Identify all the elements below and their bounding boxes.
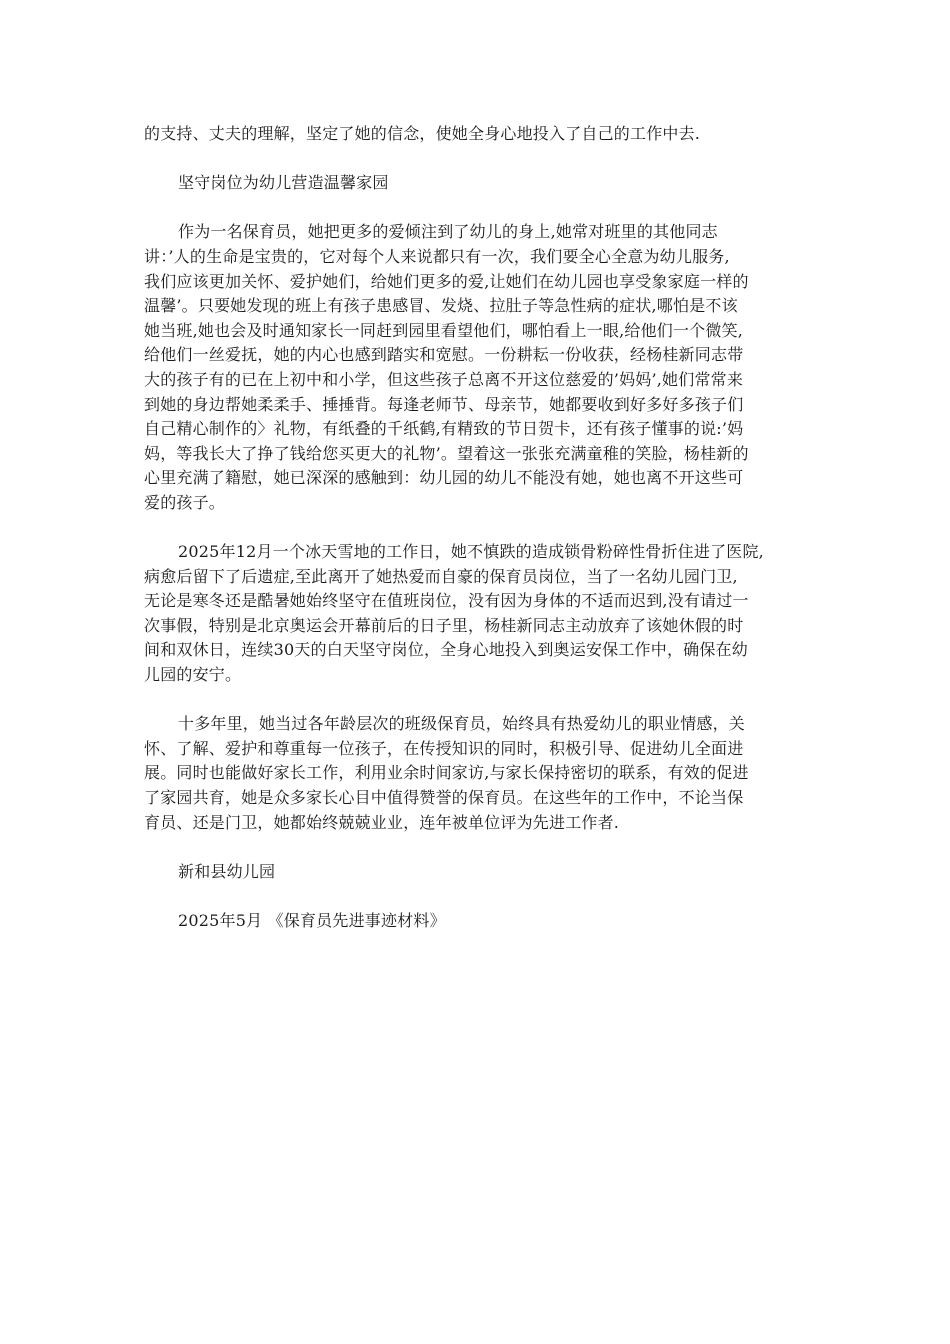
paragraph-support: 的支持、丈夫的理解，坚定了她的信念，使她全身心地投入了自己的工作中去. [144, 124, 701, 143]
paragraph-gap [144, 516, 816, 541]
paragraph-gap [144, 688, 816, 713]
paragraph-gap [144, 835, 816, 860]
organization-name: 新和县幼儿园 [178, 861, 276, 881]
paragraph-caregiver-love: 作为一名保育员，她把更多的爱倾注到了幼儿的身上,她常对班里的其他同志 讲：’人的生命是宝贵的，它对每个人来说都只有一次，我们要全心全意为幼儿服务, 我们应该更加关怀、爱护她们，给她们更多的爱,让她们在幼儿园也享受象家庭一样的 温馨’。只要她发现的班上有孩子患感冒、发烧、拉肚子等急性病的症状,哪怕是不该 她当班,她也会及时通知家长一同赶到园里看望他们，哪怕看上一眼,给他们一个微笑, 给他们一丝爱抚，她的内心也感到踏实和宽慰。一份耕耘一份收获，经杨桂新同志带 大的孩子有的已在上初中和小学，但这些孩子总离不开这位慈爱的’妈妈’,她们常常来 到她的身边帮她柔柔手、捶捶背。每逢老师节、母亲节，她都要收到好多好多孩子们 自己精心制作的〉礼物，有纸叠的千纸鹤,有精致的节日贺卡，还有孩子懂事的说:’妈 妈，等我长大了挣了钱给您买更大的礼物’。望着这一张张充满童稚的笑脸，杨桂新的 心里充满了籍慰，她已深深的感触到：幼儿园的幼儿不能没有她，她也离不开这些可 爱的孩子。 [144, 222, 749, 512]
section-heading: 坚守岗位为幼儿营造温馨家园 [178, 173, 389, 193]
document-date-title: 2025年5月 《保育员先进事迹材料》 [178, 911, 446, 930]
paragraph-injury-gatekeeper: 2025年12月一个冰天雪地的工作日，她不慎跌的造成锁骨粉碎性骨折住进了医院, 病愈后留下了后遗症,至此离开了她热爱而自豪的保育员岗位，当了一名幼儿园门卫, 无论是寒冬还是酷暑她始终坚守在值班岗位，没有因为身体的不适而迟到,没有请过一 次事假，特别是北京奥运会开幕前后的日子里，杨桂新同志主动放弃了该她休假的时 间和双休日，连续30天的白天坚守岗位，全身心地投入到奥运安保工作中，确保在幼 儿园的安宁。 [144, 542, 764, 685]
document-page [144, 122, 816, 934]
paragraph-gap [144, 196, 816, 221]
paragraph-gap [144, 147, 816, 172]
paragraph-gap [144, 884, 816, 909]
paragraph-decade-service: 十多年里，她当过各年龄层次的班级保育员，始终具有热爱幼儿的职业情感，关 怀、了解、爱护和尊重每一位孩子，在传授知识的同时，积极引导、促进幼儿全面进 展。同时也能做好家长工作，利用业余时间家访,与家长保持密切的联系，有效的促进 了家园共育，她是众多家长心目中值得赞誉的保育员。在这些年的工作中，不论当保 育员、还是门卫，她都始终兢兢业业，连年被单位评为先进工作者. [144, 714, 749, 832]
